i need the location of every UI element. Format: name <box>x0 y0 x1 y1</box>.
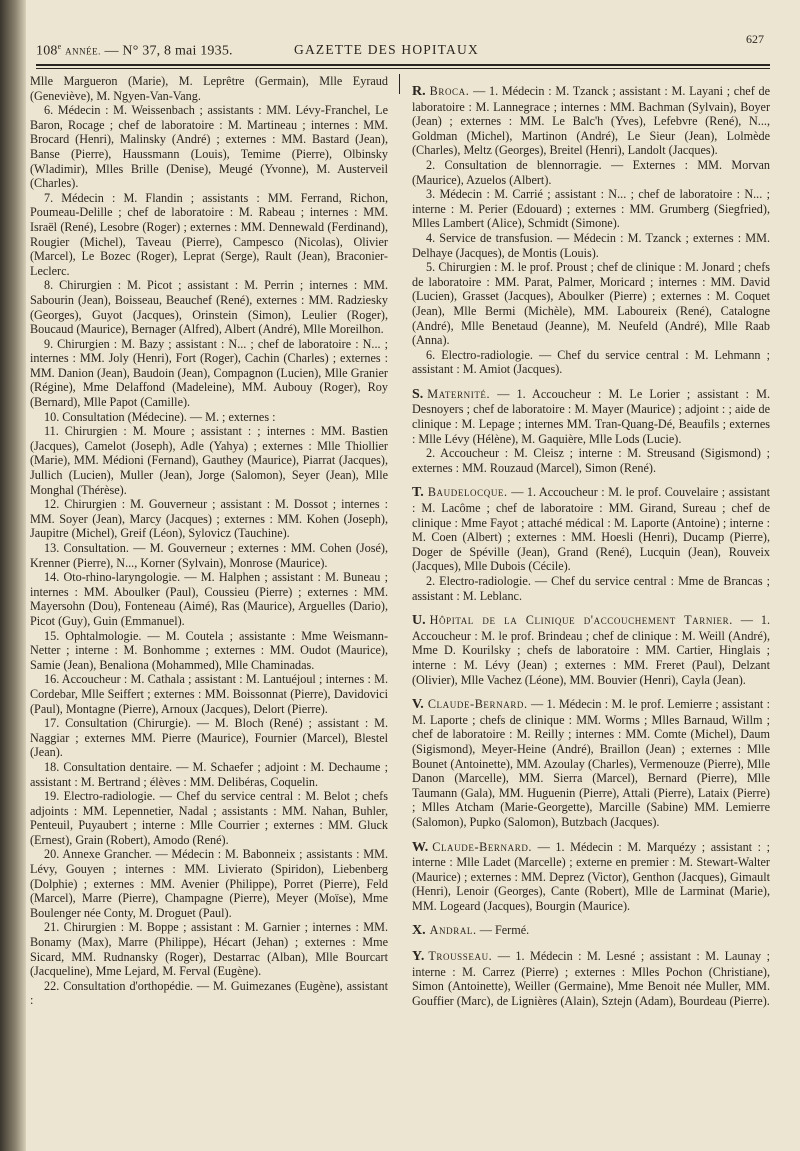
section-letter: W. <box>412 839 429 855</box>
section-letter: R. <box>412 84 426 99</box>
service-entry: 3. Médecin : M. Carrié ; assistant : N... ; chef de laboratoire : N... ; interne : M. Perier (Edouard) ; externes : MM. Grumberg (Siegfried), Mlles Lambert (Alice), Schmidt (Simone). <box>412 187 770 231</box>
book-binding-edge <box>0 0 26 1151</box>
service-entry: 11. Chirurgien : M. Moure ; assistant : ; internes : MM. Bastien (Jacques), Camelot (Joseph), Adle (Yahya) ; externes : Mlle Thiollier (Marie), MM. Médioni (Fernand), Gauthey (Maurice), Piarrat (Jacques), Jullich (Lucien), Muller (Jean), Jorge (Salomon), Seyer (Jean), Mlle Monghal (Thérèse). <box>30 424 388 497</box>
page-number: 627 <box>746 32 764 46</box>
header-rule-thin <box>36 68 770 69</box>
section-letter: X. <box>412 923 426 939</box>
service-entry: 12. Chirurgien : M. Gouverneur ; assistant : M. Dossot ; internes : MM. Soyer (Jean), Marcy (Jacques) ; externes : MM. Kohen (Joseph), Jaupitre (Michel), Greif (Léon), Sylovicz (Tauchine). <box>30 497 388 541</box>
section-letter: V. <box>412 697 424 713</box>
section-entry <box>412 485 770 574</box>
section-entry <box>412 613 770 687</box>
issue-info: 108e ANNÉE. — N° 37, 8 mai 1935. <box>36 42 233 59</box>
hospital-name: Trousseau. <box>428 949 493 964</box>
service-entry: 2. Accoucheur : M. Cleisz ; interne : M. Streusand (Sigismond) ; externes : MM. Rouzaud (Marcel), Simon (René). <box>412 446 770 475</box>
service-entry: 7. Médecin : M. Flandin ; assistants : MM. Ferrand, Richon, Poumeau-Delille ; chef de laboratoire : M. Rabeau ; internes : MM. Israël (René), Lesobre (Roger) ; externes : MM. Dennewald (Ferdinand), Rougier (Michel), Taveau (Pierre), Campesco (Nicolas), Olivier (Marcel), Le Bozec (Roger), Leprat (Serge), Rault (Jean), Braconier-Leclerc. <box>30 190 388 278</box>
service-entry: 6. Electro-radiologie. — Chef du service central : M. Lehmann ; assistant : M. Amiot (Jacques). <box>412 347 770 377</box>
right-column <box>412 74 770 1008</box>
service-entry: 16. Accoucheur : M. Cathala ; assistant : M. Lantuéjoul ; internes : M. Cordebar, Mlle Seiffert ; externes : MM. Boissonnat (Pierre), Davidovici (Paul), Montagne (Pierre), Arnoux (Jacques), Delort (Pierre). <box>30 672 388 716</box>
section-entry <box>412 387 770 446</box>
section-letter: Y. <box>412 949 425 965</box>
entry-text: — 1. Accoucheur : M. le prof. Brindeau ; chef de clinique : M. Weill (André), Mme D. Kourilsky ; chefs de laboratoire : MM. Cartier, Hinglais ; interne : M. Lévy (Jean) ; externes : MM. Freret (Paul), Delzant (Olivier), Mlle Vachez (Léone), MM. Bouvier (Henri), Cayla (Jean). <box>412 613 770 687</box>
entry-text: — 1. Accoucheur : M. Le Lorier ; assistant : M. Desnoyers ; chef de laboratoire : M. Mayer (Maurice) ; adjoint : ; aide de clinique : M. Lepage ; internes MM. Tran-Quang-Dé, Beaufils ; externes : Mlle Lévy (Hélène), M. Gaquière, Mlle Lods (Lucie). <box>412 386 770 446</box>
service-entry: 8. Chirurgien : M. Picot ; assistant : M. Perrin ; internes : MM. Sabourin (Jean), Boisseau, Beauchef (René), externes : MM. Radziesky (Georges), Guyot (Jacques), Orinstein (Simon), Leulier (Roger), Boucaud (Maurice), Bernager (Alfred), Albert (André), Mlle Moreilhon. <box>30 278 388 337</box>
section-entry <box>412 923 770 939</box>
service-entry: 9. Chirurgien : M. Bazy ; assistant : N... ; chef de laboratoire : N... ; internes : MM. Joly (Henri), Fort (Roger), Cachin (Charles) ; externes : MM. Danion (Jean), Baudoin (Jean), Compagnon (Lucien), Mlle Granier (Régine), Mme Delaffond (Madeleine), MM. Aubouy (Roger), Roy (Bernard), Mlle Papot (Camille). <box>30 336 388 410</box>
document-page <box>26 0 800 1151</box>
hospital-name: Claude-Bernard. <box>432 839 533 854</box>
service-entry: 2. Consultation de blennorragie. — Externes : MM. Morvan (Maurice), Azuelos (Albert). <box>412 157 770 187</box>
header-rule <box>36 64 770 66</box>
entry-text: — 1. Médecin : M. Lesné ; assistant : M. Launay ; interne : M. Carrez (Pierre) ; externes : Mlles Pochon (Christiane), Simon (Antoinette), Weiller (Germaine), Mme Benoit née Muller, MM. Gouffier (Marc), de Lignières (Alain), Sztejn (Adam), Bourdeau (Pierre). <box>412 949 770 1008</box>
hospital-name: Broca. <box>429 84 470 98</box>
service-entry: 14. Oto-rhino-laryngologie. — M. Halphen ; assistant : M. Buneau ; internes : MM. Aboulker (Paul), Coussieu (Pierre) ; externes : MM. Mayersohn (Dou), Fonteneau (Aimé), Ras (Maurice), Arguelles (Dario), Picot (Guy), Guin (Emmanuel). <box>30 570 388 628</box>
section-entry <box>412 84 770 158</box>
service-entry: 5. Chirurgien : M. le prof. Proust ; chef de clinique : M. Jonard ; chefs de laboratoire : MM. Parat, Palmer, Moricard ; internes : MM. David (Lucien), Grasset (Jacques), Aboulker (Pierre) ; externes : M. Coquet (Jean), Mlle Bermi (Michèle), MM. Laboureix (René), Catalogne (André), Mlle Benetaud (Jeanne), M. Neufeld (André), Mlle Raab (Anna). <box>412 260 770 348</box>
left-column <box>30 74 388 1008</box>
hospital-name: Hôpital de la Clinique d'accouchement Tarnier. <box>429 613 733 628</box>
service-entry: 13. Consultation. — M. Gouverneur ; externes : MM. Cohen (José), Krenner (Pierre), N..., Korner (Sylvain), Monrose (Maurice). <box>30 541 388 570</box>
entry-text: — Fermé. <box>476 923 530 938</box>
service-entry: 19. Electro-radiologie. — Chef du service central : M. Belot ; chefs adjoints : MM. Lepennetier, Nadal ; assistants : MM. Nahan, Buhler, Penteuil, Puyaubert ; interne : Mlle Courrier ; externes : MM. Gluck (Ernest), Grain (Robert), Amodo (René). <box>30 789 388 847</box>
section-letter: U. <box>412 613 426 629</box>
hospital-name: Baudelocque. <box>427 485 508 500</box>
service-entry: 20. Annexe Grancher. — Médecin : M. Babonneix ; assistants : MM. Lévy, Gouyen ; internes : MM. Livierato (Spiridon), Liebenberg (Dolphie) ; externes : MM. Avenier (Philippe), Porret (Pierre), Feld (Marcel), Marre (Pierre), Champagne (Pierre), Meyer (Moïse), Mme Boulenger née Conty, M. Droguet (Paul). <box>30 847 388 920</box>
service-entry: 21. Chirurgien : M. Boppe ; assistant : M. Garnier ; internes : MM. Bonamy (Max), Marre (Philippe), Hécart (Jehan) ; externes : Mme Sicard, MM. Rudnansky (Roger), Destarrac (Alban), Mlle Bourcart (Jacqueline), Mme Lejard, M. Ferval (Eugène). <box>30 920 388 979</box>
journal-title: GAZETTE DES HOPITAUX <box>294 42 479 57</box>
hospital-name: Andral. <box>429 923 477 938</box>
service-entry: 4. Service de transfusion. — Médecin : M. Tzanck ; externes : MM. Delhaye (Jacques), de Montis (Louis). <box>412 230 770 260</box>
entry-text: — 1. Accoucheur : M. le prof. Couvelaire ; assistant : M. Lacôme ; chef de laboratoire : MM. Girand, Sureau ; chef de clinique : Mme Fayot ; attaché médical : M. Laporte (Antoine) ; interne : M. Coen (Albert) ; externes : MM. Hoesli (Henri), Ducamp (Pierre), Doger de Spéville (Jean), Grand (René), Lucquin (Jean), Rouveix (Jacques), Mlle Dubois (Cécile). <box>412 485 770 574</box>
entry-text: — 1. Médecin : M. le prof. Lemierre ; assistant : M. Laporte ; chefs de clinique : MM. Worms ; Mlles Barnaud, Willm ; chef de laboratoire : M. Reilly ; internes : MM. Comte (Michel), Daum (Sigismond), Meyer-Heine (André), Braillon (Jean) ; externes : Mlle Bounet (Antoinette), MM. Azoulay (Charles), Vermenouze (Pierre), Mlle Danon (Marcelle), MM. Sierra (Marcel), Bernard (Pierre), Mlle Taumann (Gala), MM. Huguenin (Pierre), Attali (Pierre), Lataix (Pierre) ; Mlles Atcham (Marie-Georgette), Marcille (Sabine) MM. Lemierre (Salomon), Pupko (Salomon), Butzbach (Jacques). <box>412 697 770 829</box>
entry-text: — 1. Médecin : M. Marquézy ; assistant : ; interne : Mlle Ladet (Marcelle) ; externe en premier : M. Stewart-Walter (Maurice) ; externes : MM. Deprez (Victor), Genthon (Jacques), Gimault (Henri), Lenoir (Georges), Cante (Robert), Mlle de Larminat (Marie), MM. Logeard (Jacques), Bourgin (Maurice). <box>412 839 770 913</box>
section-entry <box>412 697 770 829</box>
section-entry <box>412 949 770 1008</box>
hospital-name: Maternité. <box>427 386 491 401</box>
section-letter: S. <box>412 386 424 402</box>
service-entry: 2. Electro-radiologie. — Chef du service central : Mme de Brancas ; assistant : M. Leblanc. <box>412 574 770 603</box>
service-entry: 10. Consultation (Médecine). — M. ; externes : <box>44 409 276 424</box>
page-header <box>36 32 776 62</box>
column-separator <box>399 74 400 94</box>
hospital-name: Claude-Bernard. <box>427 697 528 712</box>
service-entry: 17. Consultation (Chirurgie). — M. Bloch (René) ; assistant : M. Naggiar ; externes MM. Pierre (Maurice), Fournier (Marcel), Blestel (Jean). <box>30 716 388 760</box>
service-entry: 15. Ophtalmologie. — M. Coutela ; assistante : Mme Weismann-Netter ; interne : M. Bonhomme ; externes : MM. Oudot (Maurice), Samie (Jean), Benaliona (Mohammed), Mlle Chaminadas. <box>30 628 388 672</box>
service-entry: Mlle Margueron (Marie), M. Leprêtre (Germain), Mlle Eyraud (Geneviève), M. Ngyen-Van-Vang. <box>30 74 388 103</box>
section-letter: T. <box>412 485 424 501</box>
entry-text: — 1. Médecin : M. Tzanck ; assistant : M. Layani ; chef de laboratoire : M. Lannegrace ; internes : MM. Bachman (Sylvain), Boyer (Jean) ; externes : MM. Le Balc'h (Yves), Lefebvre (René), N..., Goldman (Michel), Martinon (André), Le Sieur (Jean), Lolmède (Charles), Meltz (Georges), Breitel (Henri), Landolt (Jacques). <box>412 84 770 158</box>
service-entry: 6. Médecin : M. Weissenbach ; assistants : MM. Lévy-Franchel, Le Baron, Rocage ; chef de laboratoire : M. Martineau ; internes : MM. Brocard (Henri), Malinsky (André) ; externes : MM. Bastard (Jean), Banse (Pierre), Haussmann (Louis), Temime (Pierre), Olbinsky (Wladimir), Mlles Brille (Denise), Meugé (Yvonne), M. Austerveil (Charles). <box>30 103 388 191</box>
section-entry <box>412 840 770 914</box>
service-entry: 22. Consultation d'orthopédie. — M. Guimezanes (Eugène), assistant : <box>30 978 388 1008</box>
service-entry: 18. Consultation dentaire. — M. Schaefer ; adjoint : M. Dechaume ; assistant : M. Bertrand ; élèves : MM. Delibéras, Coquelin. <box>30 759 388 789</box>
